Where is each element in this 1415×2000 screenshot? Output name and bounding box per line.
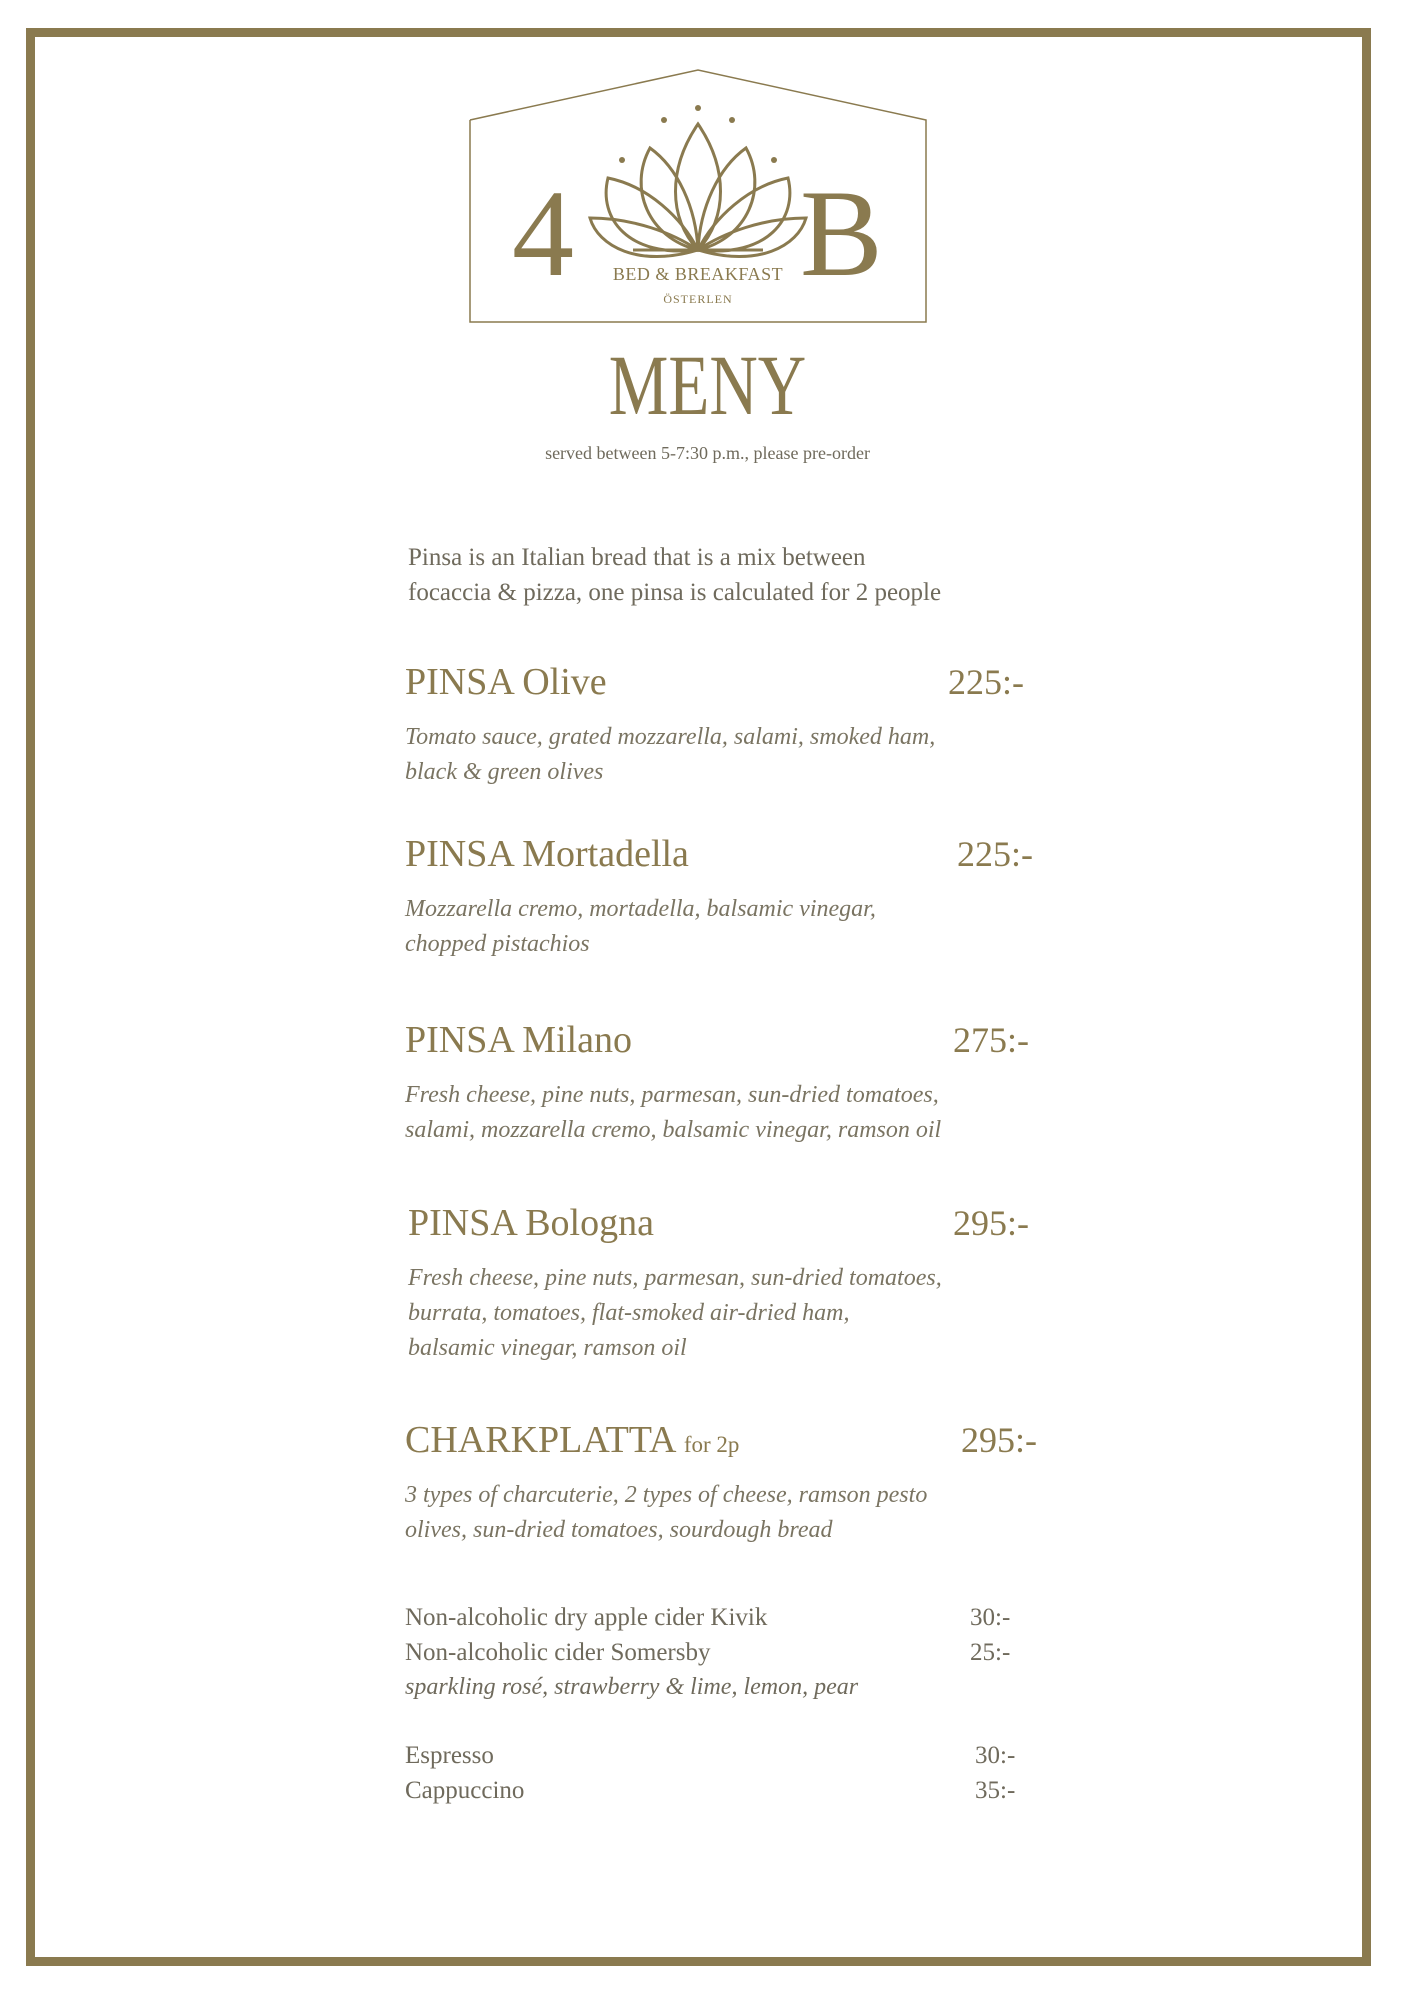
intro-line: Pinsa is an Italian bread that is a mix between: [408, 544, 866, 571]
logo-letter: B: [800, 165, 883, 302]
drink-price: 30:-: [970, 1604, 1011, 1631]
coffee-name: Cappuccino: [405, 1777, 525, 1804]
item-price: 225:-: [948, 662, 1024, 702]
desc-line: Mozzarella cremo, mortadella, balsamic vinegar,: [405, 896, 876, 922]
drink-somersby: [405, 1635, 1045, 1670]
item-name: PINSA Olive: [405, 661, 607, 703]
intro-text: [408, 540, 1108, 610]
item-name-suffix: for 2p: [683, 1432, 740, 1457]
drink-price: 25:-: [970, 1639, 1011, 1666]
logo-location: ÖSTERLEN: [663, 292, 733, 306]
coffee-espresso: [405, 1738, 1045, 1773]
desc-line: Tomato sauce, grated mozzarella, salami, smoked ham,: [405, 724, 936, 750]
item-name: [405, 1418, 739, 1467]
desc-line: black & green olives: [405, 759, 604, 785]
page-title: MENY: [608, 337, 807, 433]
item-description: [408, 1261, 1088, 1366]
coffee-name: Espresso: [405, 1742, 494, 1769]
drink-kivik: [405, 1600, 1045, 1635]
intro-line: focaccia & pizza, one pinsa is calculated for 2 people: [408, 579, 942, 606]
desc-line: olives, sun-dried tomatoes, sourdough bread: [405, 1517, 833, 1543]
item-description: [405, 720, 1085, 790]
item-price: 295:-: [961, 1420, 1037, 1460]
desc-line: 3 types of charcuterie, 2 types of cheese, ramson pesto: [405, 1482, 928, 1508]
item-name: PINSA Mortadella: [405, 833, 689, 875]
served-note: served between 5-7:30 p.m., please pre-order: [545, 443, 870, 463]
desc-line: salami, mozzarella cremo, balsamic vinegar, ramson oil: [405, 1117, 942, 1143]
drink-name: Non-alcoholic cider Somersby: [405, 1639, 711, 1666]
desc-line: chopped pistachios: [405, 931, 590, 957]
desc-line: Fresh cheese, pine nuts, parmesan, sun-dried tomatoes,: [405, 1082, 939, 1108]
lotus-icon: [590, 124, 806, 257]
drink-name: Non-alcoholic dry apple cider Kivik: [405, 1604, 768, 1631]
item-name-text: CHARKPLATTA: [405, 1419, 675, 1461]
logo: [468, 68, 928, 324]
coffee-cappuccino: [405, 1773, 1045, 1808]
item-name: PINSA Milano: [405, 1019, 632, 1061]
desc-line: Fresh cheese, pine nuts, parmesan, sun-dried tomatoes,: [408, 1265, 942, 1291]
desc-line: balsamic vinegar, ramson oil: [408, 1335, 687, 1361]
item-name: PINSA Bologna: [408, 1202, 654, 1244]
item-price: 275:-: [953, 1020, 1029, 1060]
logo-number: 4: [512, 165, 574, 302]
item-description: [405, 1078, 1085, 1148]
item-price: 295:-: [953, 1203, 1029, 1243]
coffee-price: 35:-: [975, 1777, 1016, 1804]
coffee-price: 30:-: [975, 1742, 1016, 1769]
item-price: 225:-: [957, 834, 1033, 874]
item-description: [405, 892, 1085, 962]
item-description: [405, 1478, 1085, 1548]
cider-flavors: sparkling rosé, strawberry & lime, lemon, pear: [405, 1674, 859, 1700]
desc-line: burrata, tomatoes, flat-smoked air-dried ham,: [408, 1300, 850, 1326]
logo-tagline: BED & BREAKFAST: [612, 264, 784, 284]
